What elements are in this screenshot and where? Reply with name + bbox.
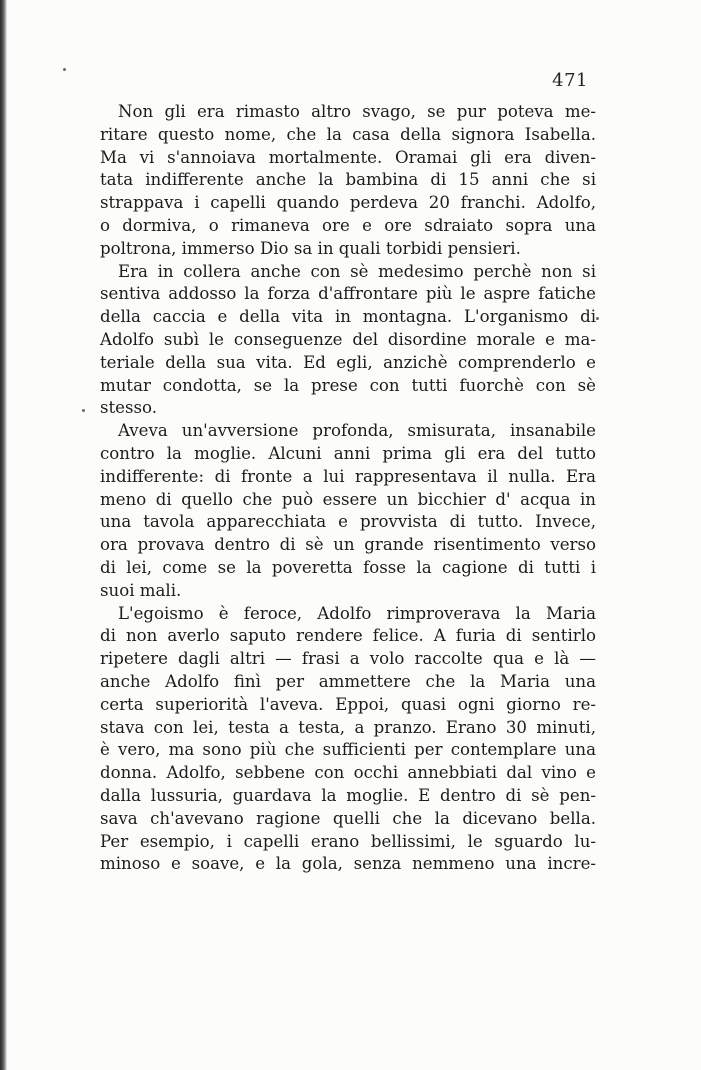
text-line: ora provava dentro di sè un grande risentimento verso <box>100 535 596 555</box>
text-line: ritare questo nome, che la casa della signora Isabella. <box>100 124 596 144</box>
text-line: Non gli era rimasto altro svago, se pur poteva me- <box>118 102 596 121</box>
text-line: tata indifferente anche la bambina di 15 anni che si <box>100 170 596 190</box>
text-line: stesso. <box>100 398 158 418</box>
print-speck <box>82 409 85 412</box>
page-number: 471 <box>552 70 588 91</box>
text-line: suoi mali. <box>100 580 182 600</box>
text-line: certa superiorità l'aveva. Eppoi, quasi ogni giorno re- <box>100 694 596 714</box>
text-line: di non averlo saputo rendere felice. A furia di sentirlo <box>100 626 596 646</box>
text-line: L'egoismo è feroce, Adolfo rimproverava la Maria <box>118 603 596 623</box>
text-line: di lei, come se la poveretta fosse la cagione di tutti i <box>100 557 596 577</box>
text-line: Aveva un'avversione profonda, smisurata, insanabile <box>118 421 596 441</box>
text-line: anche Adolfo finì per ammettere che la Maria una <box>100 671 596 691</box>
text-line: Adolfo subì le conseguenze del disordine morale e ma- <box>100 329 596 349</box>
text-line: una tavola apparecchiata e provvista di tutto. Invece, <box>100 512 596 532</box>
text-line: poltrona, immerso Dio sa in quali torbidi pensieri. <box>100 238 521 258</box>
text-line: donna. Adolfo, sebbene con occhi annebbiati dal vino e <box>100 763 596 783</box>
text-line: è vero, ma sono più che sufficienti per contemplare una <box>100 740 596 760</box>
text-line: sava ch'avevano ragione quelli che la dicevano bella. <box>100 808 596 828</box>
text-line: Ma vi s'annoiava mortalmente. Oramai gli era diven- <box>100 147 596 167</box>
page-binding-edge <box>0 0 7 1070</box>
text-line: strappava i capelli quando perdeva 20 franchi. Adolfo, <box>100 193 596 213</box>
text-line: ripetere dagli altri — frasi a volo raccolte qua e là — <box>100 649 596 669</box>
text-line: o dormiva, o rimaneva ore e ore sdraiato sopra una <box>100 215 596 235</box>
print-speck <box>596 317 599 320</box>
text-line: indifferente: di fronte a lui rappresentava il nulla. Era <box>100 466 596 486</box>
text-line: minoso e soave, e la gola, senza nemmeno una incre- <box>100 854 596 874</box>
text-line: contro la moglie. Alcuni anni prima gli era del tutto <box>100 443 596 463</box>
text-line: teriale della sua vita. Ed egli, anzichè comprenderlo e <box>100 352 596 372</box>
text-line: della caccia e della vita in montagna. L'organismo di <box>100 307 596 327</box>
text-line: Era in collera anche con sè medesimo perchè non si <box>118 261 596 281</box>
text-line: stava con lei, testa a testa, a pranzo. Erano 30 minuti, <box>100 717 596 737</box>
text-line: sentiva addosso la forza d'affrontare più le aspre fatiche <box>100 284 596 304</box>
text-line: Per esempio, i capelli erano bellissimi, le sguardo lu- <box>100 831 596 851</box>
text-line: meno di quello che può essere un bicchier d' acqua in <box>100 489 596 509</box>
text-line: mutar condotta, se la prese con tutti fuorchè con sè <box>100 375 596 395</box>
print-speck <box>63 68 66 71</box>
text-line: dalla lussuria, guardava la moglie. E dentro di sè pen- <box>100 785 596 805</box>
body-text <box>100 101 596 876</box>
